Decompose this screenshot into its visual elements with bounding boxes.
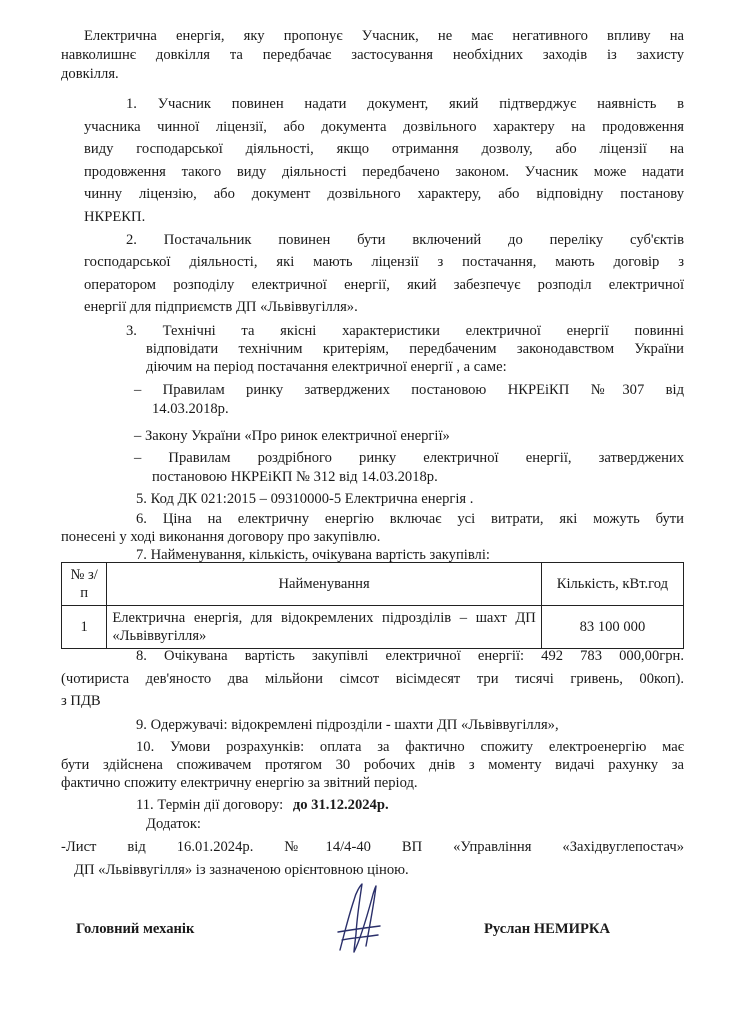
handwritten-signature (330, 880, 390, 960)
attachment-line-1: -Лист від 16.01.2024р. №14/4-40 ВП «Управління «Західвуглепостач» (61, 839, 684, 855)
item3-line-3: діючим на період постачання електричної енергії , а саме: (146, 359, 507, 375)
attachment-line-2: ДП «Львіввугілля» із зазначеною орієнтовною ціною. (74, 862, 409, 878)
item11-line (136, 796, 389, 814)
table-row (62, 606, 684, 649)
item3-line-1: 3. Технічні та якісні характеристики електричної енергії повинні (126, 323, 684, 339)
item6-line-1: 6. Ціна на електричну енергію включає усі витрати, які можуть бути (136, 511, 684, 527)
item2-line-1: 2. Постачальник повинен бути включений до переліку суб'єктів (126, 232, 684, 248)
item10-line-1: 10. Умови розрахунків: оплата за фактично спожиту електроенергію має (136, 739, 684, 755)
item3-line-2: відповідати технічним критеріям, передбаченим законодавством України (146, 341, 684, 357)
bullet-1-line-2: 14.03.2018р. (152, 401, 229, 417)
bullet-2-line-1: – Закону України «Про ринок електричної енергії» (134, 428, 450, 444)
item11-value: до 31.12.2024р. (292, 797, 389, 813)
item1-line-3: виду господарської діяльності, якщо отримання дозволу, або ліцензії на (84, 141, 684, 157)
procurement-table (61, 562, 684, 649)
item1-line-5: чинну ліцензію, або документ дозвільного характеру, або відповідну постанову (84, 186, 684, 202)
header-name: Найменування (107, 563, 541, 606)
item5-line: 5. Код ДК 021:2015 – 09310000-5 Електрична енергія . (136, 491, 474, 507)
cell-quantity: 83 100 000 (541, 606, 683, 649)
item1-line-2: учасника чинної ліцензії, або документа дозвільного характеру на продовження (84, 119, 684, 135)
attachment-label: Додаток: (146, 816, 201, 832)
intro-line-3: довкілля. (61, 66, 119, 82)
intro-line-1: Електрична енергія, яку пропонує Учасник, не має негативного впливу на (84, 28, 684, 44)
item9-line: 9. Одержувачі: відокремлені підрозділи - шахти ДП «Львіввугілля», (136, 717, 559, 733)
item1-line-1: 1. Учасник повинен надати документ, який підтверджує наявність в (126, 96, 684, 112)
header-number: № з/п (62, 563, 107, 606)
item6-line-2: понесені у ході виконання договору про закупівлю. (61, 529, 381, 545)
bullet-3-line-2: постановою НКРЕіКП № 312 від 14.03.2018р. (152, 469, 438, 485)
item2-line-4: енергії для підприємств ДП «Львіввугілля». (84, 299, 358, 315)
item8-line-1: 8. Очікувана вартість закупівлі електричної енергії: 492 783 000,00грн. (136, 648, 684, 664)
item2-line-3: оператором розподілу електричної енергії, який забезпечує розподіл електричної (84, 277, 684, 293)
table-header-row (62, 563, 684, 606)
item7-line: 7. Найменування, кількість, очікувана вартість закупівлі: (136, 547, 490, 563)
item8-line-3: з ПДВ (61, 693, 101, 709)
item8-line-2: (чотириста дев'яносто два мільйони сімсот вісімдесят три тисячі гривень, 00коп). (61, 671, 684, 687)
signature-position: Головний механік (76, 921, 195, 937)
item11-label: 11. Термін дії договору: (136, 797, 284, 813)
bullet-3-line-1: – Правилам роздрібного ринку електричної енергії, затверджених (134, 450, 684, 466)
item1-line-6: НКРЕКП. (84, 209, 146, 225)
signature-name: Руслан НЕМИРКА (484, 921, 611, 937)
cell-name: Електрична енергія, для відокремлених підрозділів – шахт ДП «Львіввугілля» (107, 606, 541, 649)
intro-line-2: навколишнє довкілля та передбачає застосування необхідних заходів із захисту (61, 47, 684, 63)
header-quantity: Кількість, кВт.год (541, 563, 683, 606)
item10-line-3: фактично спожиту електричну енергію за звітний період. (61, 775, 418, 791)
item2-line-2: господарської діяльності, які мають ліцензії з постачання, мають договір з (84, 254, 684, 270)
item1-line-4: продовження такого виду діяльності передбачено законом. Учасник може надати (84, 164, 684, 180)
bullet-1-line-1: – Правилам ринку затверджених постановою НКРЕіКП №307 від (134, 382, 684, 398)
cell-number: 1 (62, 606, 107, 649)
item10-line-2: бути здійснена споживачем протягом 30 робочих днів з моменту видачі рахунку за (61, 757, 684, 773)
